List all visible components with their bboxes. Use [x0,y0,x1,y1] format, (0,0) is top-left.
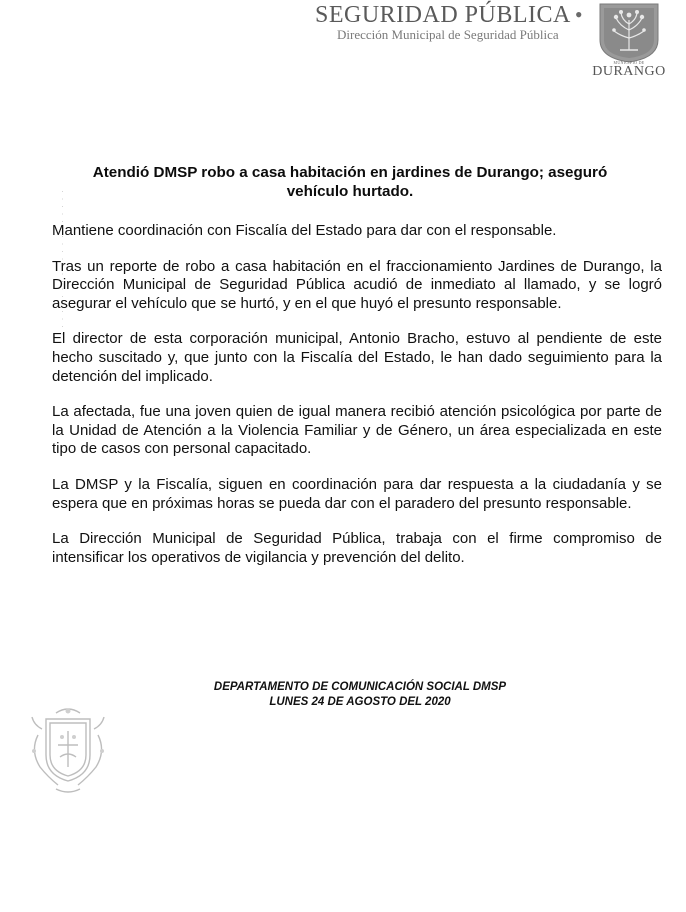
signature-block [160,680,560,710]
signature-date: LUNES 24 DE AGOSTO DEL 2020 [269,696,451,708]
durango-seal-icon [26,705,110,797]
header-brand [315,2,584,42]
brand-title-text: SEGURIDAD PÚBLICA [315,2,571,28]
crest-caption-big: DURANGO [592,64,666,79]
article-paragraph: La afectada, fue una joven quien de igual manera recibió atención psicológica por parte de la Unidad de Atención a la Violencia Familiar y de Género, un área especializada en este tipo de casos con personal capacitado. [52,403,662,458]
article-body [52,222,662,584]
article-headline: Atendió DMSP robo a casa habitación en jardines de Durango; aseguró vehículo hurtado. [92,164,608,200]
article-paragraph: La DMSP y la Fiscalía, siguen en coordinación para dar respuesta a la ciudadanía y se espera que en próximas horas se pueda dar con el paradero del presunto responsable. [52,475,662,512]
article-paragraph: La Dirección Municipal de Seguridad Pública, trabaja con el firme compromiso de intensificar los operativos de vigilancia y prevención del delito. [52,530,662,566]
article-paragraph: Mantiene coordinación con Fiscalía del Estado para dar con el responsable. [52,222,557,239]
brand-subtitle: Dirección Municipal de Seguridad Pública [337,27,559,42]
side-watermark-stamp: · · · · · · · · · · · · · · · · · · · · [58,190,68,337]
signature-department: DEPARTAMENTO DE COMUNICACIÓN SOCIAL DMSP [213,681,507,693]
article-paragraph: El director de esta corporación municipal, Antonio Bracho, estuvo al pendiente de este hecho suscitado y, que junto con la Fiscalía del Estado, le han dado seguimiento para la detención del implicado. [52,330,662,385]
crest-caption-small: MUNICIPIO DE [613,60,645,65]
brand-title [315,2,584,28]
article-paragraph: Tras un reporte de robo a casa habitación en el fraccionamiento Jardines de Durango, la Dirección Municipal de Seguridad Pública acudió de inmediato al llamado, y se logró asegurar el vehículo que se hurtó, y en el que huyó el presunto responsable. [52,257,662,312]
brand-dot: • [574,2,584,27]
